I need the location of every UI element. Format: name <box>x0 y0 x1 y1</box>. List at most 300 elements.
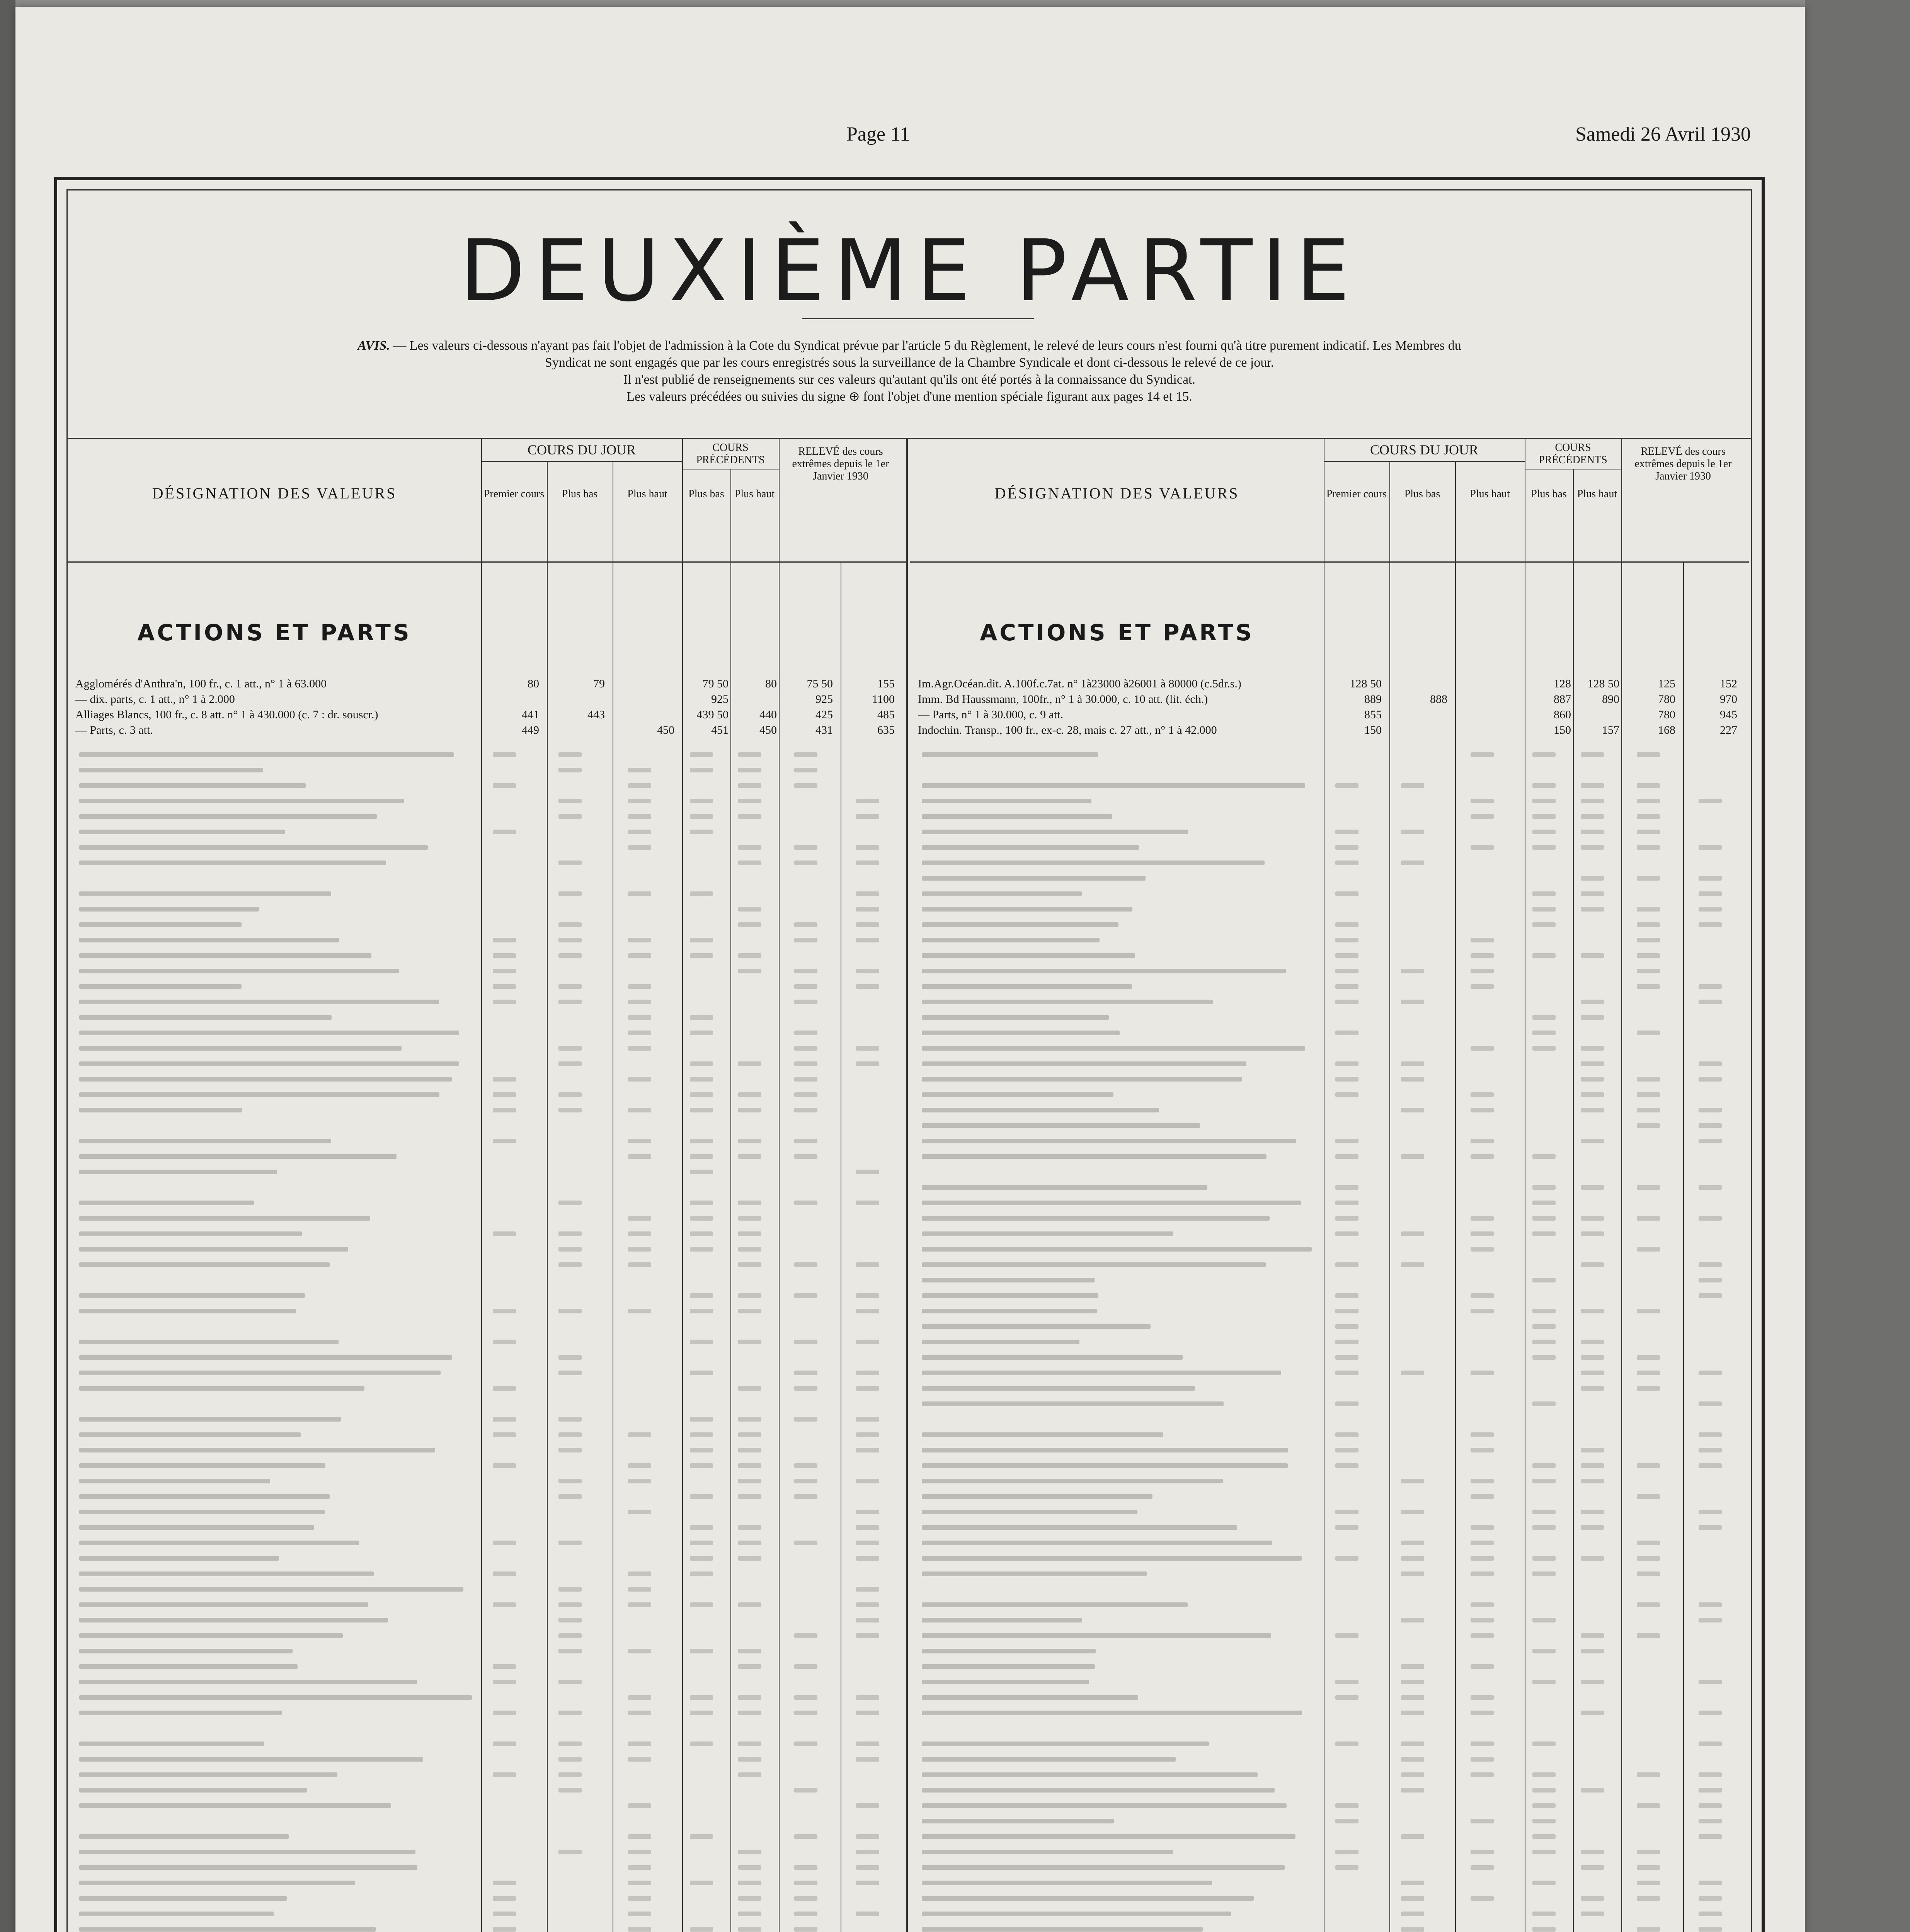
illegible-number <box>738 1417 761 1422</box>
illegible-text <box>922 1371 1281 1375</box>
illegible-number <box>1532 1649 1556 1653</box>
illegible-number <box>493 1896 516 1901</box>
illegible-line <box>910 1102 1749 1118</box>
cours-precedents-header: COURS PRÉCÉDENTS <box>696 442 765 466</box>
illegible-number <box>1581 876 1604 881</box>
illegible-number <box>690 1216 713 1221</box>
illegible-number <box>558 1448 582 1452</box>
illegible-number <box>1637 1371 1660 1375</box>
illegible-text <box>922 1541 1272 1545</box>
illegible-line <box>68 1442 906 1458</box>
illegible-number <box>856 1850 879 1854</box>
illegible-number <box>1699 1371 1722 1375</box>
illegible-number <box>738 861 761 865</box>
illegible-number <box>1335 845 1358 850</box>
illegible-number <box>1401 1154 1424 1159</box>
illegible-text <box>922 1185 1207 1190</box>
illegible-text <box>79 1293 305 1298</box>
illegible-number <box>1335 1371 1358 1375</box>
illegible-number <box>1401 1757 1424 1762</box>
illegible-number <box>1335 1633 1358 1638</box>
illegible-number <box>690 799 713 803</box>
illegible-number <box>794 1077 817 1082</box>
illegible-number <box>690 768 713 772</box>
illegible-line <box>68 1164 906 1180</box>
illegible-number <box>1699 1525 1722 1530</box>
illegible-number <box>1699 1742 1722 1746</box>
illegible-line <box>68 1412 906 1427</box>
illegible-line <box>68 1041 906 1056</box>
illegible-number <box>1335 1432 1358 1437</box>
illegible-line <box>68 1922 906 1932</box>
listing-row <box>68 693 906 708</box>
illegible-number <box>1581 1092 1604 1097</box>
illegible-number <box>493 1927 516 1932</box>
illegible-number <box>1637 1896 1660 1901</box>
illegible-number <box>1335 1293 1358 1298</box>
listing-row <box>910 724 1749 739</box>
illegible-number <box>794 1293 817 1298</box>
illegible-number <box>628 1231 651 1236</box>
illegible-number <box>1699 1108 1722 1112</box>
illegible-number <box>1471 1850 1494 1854</box>
illegible-number <box>738 1231 761 1236</box>
illegible-number <box>1581 783 1604 788</box>
illegible-number <box>856 1046 879 1051</box>
illegible-line <box>910 1551 1749 1566</box>
illegible-number <box>493 1742 516 1746</box>
illegible-text <box>922 814 1112 819</box>
illegible-line <box>910 1272 1749 1288</box>
price-r2: 970 <box>1720 693 1737 706</box>
illegible-number <box>1532 1278 1556 1282</box>
illegible-text <box>79 1587 463 1592</box>
illegible-text <box>922 1108 1159 1112</box>
illegible-number <box>558 1108 582 1112</box>
illegible-number <box>558 1479 582 1483</box>
illegible-number <box>628 984 651 989</box>
illegible-number <box>1471 1479 1494 1483</box>
illegible-number <box>794 1865 817 1870</box>
illegible-number <box>690 1108 713 1112</box>
illegible-number <box>856 1695 879 1700</box>
illegible-line <box>910 1752 1749 1767</box>
illegible-line <box>910 1133 1749 1149</box>
illegible-line <box>910 1056 1749 1071</box>
illegible-text <box>922 1401 1224 1406</box>
price-r2: 227 <box>1720 724 1737 736</box>
illegible-number <box>558 984 582 989</box>
illegible-line <box>68 747 906 762</box>
illegible-line <box>68 1906 906 1922</box>
illegible-text <box>922 876 1146 881</box>
illegible-number <box>690 891 713 896</box>
illegible-number <box>558 1046 582 1051</box>
illegible-number <box>1637 1309 1660 1313</box>
illegible-number <box>856 1432 879 1437</box>
illegible-number <box>558 1711 582 1715</box>
illegible-number <box>738 1092 761 1097</box>
illegible-line <box>910 1705 1749 1721</box>
illegible-number <box>794 1092 817 1097</box>
illegible-number <box>856 1309 879 1313</box>
illegible-line <box>68 855 906 871</box>
illegible-number <box>628 1000 651 1004</box>
illegible-text <box>922 861 1265 865</box>
designation-header: DÉSIGNATION DES VALEURS <box>152 485 397 502</box>
illegible-number <box>558 1850 582 1854</box>
illegible-number <box>1532 1571 1556 1576</box>
illegible-number <box>558 861 582 865</box>
illegible-line <box>910 1829 1749 1844</box>
illegible-text <box>79 1262 330 1267</box>
illegible-text <box>922 1711 1302 1715</box>
illegible-number <box>690 953 713 958</box>
illegible-number <box>738 1061 761 1066</box>
illegible-number <box>1637 1463 1660 1468</box>
illegible-line <box>910 1334 1749 1350</box>
illegible-number <box>1637 1031 1660 1035</box>
illegible-number <box>1581 1371 1604 1375</box>
illegible-number <box>738 1139 761 1143</box>
illegible-number <box>558 1092 582 1097</box>
illegible-line <box>910 979 1749 994</box>
illegible-number <box>1401 1510 1424 1514</box>
price-r2: 485 <box>877 708 895 721</box>
designation-header: DÉSIGNATION DES VALEURS <box>994 485 1239 502</box>
price-phaut: 157 <box>1602 724 1619 736</box>
illegible-number <box>738 814 761 819</box>
illegible-text <box>79 1618 388 1622</box>
illegible-text <box>922 1278 1095 1282</box>
illegible-number <box>856 1556 879 1561</box>
illegible-line <box>68 1211 906 1226</box>
illegible-number <box>794 1633 817 1638</box>
illegible-text <box>922 1927 1203 1932</box>
illegible-number <box>1335 1309 1358 1313</box>
illegible-number <box>1471 1618 1494 1622</box>
illegible-number <box>1532 1185 1556 1190</box>
cours-precedents-header: COURS PRÉCÉDENTS <box>1539 442 1607 466</box>
security-name: Imm. Bd Haussmann, 100fr., n° 1 à 30.000, c. 10 att. (lit. éch.) <box>918 693 1208 706</box>
price-r1: 780 <box>1658 708 1675 721</box>
illegible-number <box>738 1247 761 1252</box>
illegible-text <box>922 1556 1302 1561</box>
illegible-number <box>690 1077 713 1082</box>
illegible-line <box>68 1628 906 1643</box>
illegible-number <box>628 1247 651 1252</box>
illegible-number <box>1637 1803 1660 1808</box>
section-title-left: ACTIONS ET PARTS <box>137 619 412 646</box>
illegible-number <box>493 1077 516 1082</box>
illegible-number <box>628 1432 651 1437</box>
illegible-number <box>1471 1757 1494 1762</box>
illegible-number <box>1335 1139 1358 1143</box>
illegible-number <box>1532 1154 1556 1159</box>
illegible-number <box>1532 1401 1556 1406</box>
illegible-number <box>1335 1819 1358 1823</box>
illegible-number <box>493 783 516 788</box>
illegible-number <box>628 1463 651 1468</box>
illegible-number <box>628 783 651 788</box>
illegible-number <box>690 1092 713 1097</box>
illegible-line <box>68 1582 906 1597</box>
illegible-number <box>690 1154 713 1159</box>
illegible-line <box>910 1149 1749 1164</box>
illegible-number <box>1699 1819 1722 1823</box>
illegible-number <box>1335 861 1358 865</box>
price-r1: 75 50 <box>807 677 833 690</box>
illegible-number <box>1699 1711 1722 1715</box>
illegible-number <box>856 1912 879 1916</box>
illegible-number <box>738 1340 761 1344</box>
illegible-text <box>922 1061 1246 1066</box>
notice-line-3: Il n'est publié de renseignements sur ces valeurs qu'autant qu'ils ont été portés à la connaissance du Syndicat. <box>623 372 1195 387</box>
price-r2: 155 <box>877 677 895 690</box>
illegible-number <box>794 1154 817 1159</box>
illegible-text <box>922 1139 1296 1143</box>
illegible-text <box>922 1510 1137 1514</box>
illegible-number <box>690 1927 713 1932</box>
illegible-number <box>1335 1850 1358 1854</box>
price-r1: 125 <box>1658 677 1675 690</box>
illegible-line <box>910 747 1749 762</box>
notice-line-1: — Les valeurs ci-dessous n'ayant pas fait l'objet de l'admission à la Cote du Syndicat prévue par l'article 5 du Règlement, le relevé de leurs cours n'est fourni qu'à titre purement indicatif. Les Membres du <box>393 338 1461 353</box>
illegible-text <box>79 1927 376 1932</box>
illegible-line <box>910 1180 1749 1195</box>
illegible-number <box>1699 1077 1722 1082</box>
illegible-number <box>558 1587 582 1592</box>
illegible-number <box>1532 1463 1556 1468</box>
illegible-text <box>79 1355 452 1360</box>
illegible-number <box>558 1618 582 1622</box>
price-r2: 152 <box>1720 677 1737 690</box>
illegible-number <box>558 1061 582 1066</box>
illegible-number <box>794 1201 817 1205</box>
illegible-number <box>1401 1664 1424 1669</box>
illegible-number <box>1532 1231 1556 1236</box>
illegible-number <box>794 1711 817 1715</box>
illegible-text <box>922 938 1100 942</box>
illegible-number <box>690 1525 713 1530</box>
illegible-line <box>910 917 1749 932</box>
illegible-number <box>628 1108 651 1112</box>
illegible-number <box>1581 1015 1604 1020</box>
illegible-text <box>79 1201 254 1205</box>
illegible-line <box>910 1767 1749 1782</box>
illegible-number <box>493 1912 516 1916</box>
illegible-text <box>79 907 259 912</box>
illegible-number <box>1637 1092 1660 1097</box>
illegible-text <box>922 1633 1271 1638</box>
illegible-line <box>910 809 1749 824</box>
illegible-line <box>910 824 1749 840</box>
illegible-text <box>79 1247 348 1252</box>
illegible-number <box>690 1742 713 1746</box>
illegible-line <box>68 1535 906 1551</box>
illegible-number <box>856 1803 879 1808</box>
illegible-number <box>856 1170 879 1174</box>
illegible-number <box>1699 1912 1722 1916</box>
illegible-number <box>1471 953 1494 958</box>
illegible-number <box>493 1417 516 1422</box>
illegible-number <box>628 1711 651 1715</box>
illegible-number <box>1637 938 1660 942</box>
illegible-number <box>558 1494 582 1499</box>
illegible-text <box>922 1850 1173 1854</box>
illegible-text <box>922 984 1132 989</box>
illegible-number <box>1532 907 1556 912</box>
price-haut: 450 <box>657 724 674 736</box>
illegible-text <box>79 1680 417 1684</box>
illegible-number <box>628 1031 651 1035</box>
illegible-line <box>910 1659 1749 1674</box>
illegible-number <box>738 845 761 850</box>
left-listing <box>68 438 908 1932</box>
illegible-number <box>1532 1772 1556 1777</box>
illegible-number <box>1699 984 1722 989</box>
illegible-text <box>79 1772 337 1777</box>
illegible-line <box>68 948 906 963</box>
illegible-number <box>856 1340 879 1344</box>
price-premier: 128 50 <box>1350 677 1382 690</box>
illegible-line <box>68 1813 906 1829</box>
illegible-line <box>68 1659 906 1674</box>
price-r1: 431 <box>815 724 833 736</box>
illegible-line <box>68 1844 906 1860</box>
illegible-number <box>1401 1695 1424 1700</box>
illegible-number <box>1401 1541 1424 1545</box>
illegible-number <box>738 1494 761 1499</box>
illegible-number <box>1335 922 1358 927</box>
illegible-number <box>690 1247 713 1252</box>
illegible-text <box>922 783 1305 788</box>
illegible-number <box>493 1772 516 1777</box>
illegible-number <box>856 922 879 927</box>
illegible-number <box>1401 1479 1424 1483</box>
premier-cours-header: Premier cours <box>1326 488 1387 500</box>
illegible-text <box>922 891 1082 896</box>
illegible-line <box>910 1041 1749 1056</box>
illegible-text <box>922 1386 1195 1391</box>
illegible-text <box>79 1881 355 1885</box>
illegible-number <box>1471 1247 1494 1252</box>
illegible-text <box>79 1432 301 1437</box>
left-rows <box>68 677 906 739</box>
illegible-number <box>690 1170 713 1174</box>
illegible-number <box>1637 1772 1660 1777</box>
illegible-number <box>738 1556 761 1561</box>
illegible-text <box>922 1525 1237 1530</box>
illegible-number <box>1699 1139 1722 1143</box>
illegible-number <box>1401 1788 1424 1793</box>
illegible-text <box>79 1571 374 1576</box>
price-bas: 79 <box>593 677 605 690</box>
illegible-line <box>68 1118 906 1133</box>
illegible-number <box>1637 1355 1660 1360</box>
illegible-number <box>1637 1556 1660 1561</box>
illegible-text <box>79 1494 330 1499</box>
illegible-number <box>856 1510 879 1514</box>
illegible-number <box>738 783 761 788</box>
illegible-number <box>1335 1803 1358 1808</box>
illegible-line <box>68 917 906 932</box>
illegible-number <box>493 1108 516 1112</box>
cours-du-jour-header: COURS DU JOUR <box>527 442 636 457</box>
illegible-number <box>628 1649 651 1653</box>
illegible-number <box>1581 845 1604 850</box>
price-pbas: 79 50 <box>702 677 729 690</box>
illegible-number <box>1532 1927 1556 1932</box>
illegible-number <box>1335 1448 1358 1452</box>
price-r2: 1100 <box>872 693 895 706</box>
illegible-number <box>558 922 582 927</box>
illegible-number <box>1532 1046 1556 1051</box>
illegible-number <box>1532 1324 1556 1329</box>
illegible-text <box>922 830 1188 834</box>
illegible-line <box>68 1597 906 1612</box>
illegible-text <box>922 1571 1147 1576</box>
illegible-number <box>1471 1092 1494 1097</box>
book-spine <box>0 0 15 1932</box>
illegible-text <box>79 1154 397 1159</box>
illegible-line <box>68 1674 906 1690</box>
illegible-number <box>1335 1231 1358 1236</box>
illegible-line <box>910 778 1749 793</box>
illegible-line <box>68 824 906 840</box>
illegible-number <box>794 1541 817 1545</box>
illegible-number <box>690 1201 713 1205</box>
illegible-number <box>628 814 651 819</box>
illegible-line <box>68 1071 906 1087</box>
illegible-number <box>856 938 879 942</box>
illegible-text <box>922 1757 1176 1762</box>
illegible-number <box>1532 1015 1556 1020</box>
illegible-number <box>628 1139 651 1143</box>
illegible-number <box>1637 1633 1660 1638</box>
illegible-number <box>738 1912 761 1916</box>
illegible-number <box>1581 1850 1604 1854</box>
illegible-number <box>558 1417 582 1422</box>
illegible-number <box>1471 1216 1494 1221</box>
page-edge <box>1805 0 1910 1932</box>
illegible-number <box>1532 1510 1556 1514</box>
illegible-line <box>910 1118 1749 1133</box>
illegible-text <box>79 1077 452 1082</box>
illegible-number <box>690 938 713 942</box>
illegible-number <box>794 1108 817 1112</box>
illegible-number <box>493 1680 516 1684</box>
illegible-line <box>910 994 1749 1010</box>
illegible-number <box>558 1772 582 1777</box>
illegible-number <box>1471 1571 1494 1576</box>
illegible-number <box>738 1309 761 1313</box>
illegible-line <box>68 778 906 793</box>
illegible-number <box>1637 845 1660 850</box>
illegible-line <box>910 1257 1749 1272</box>
illegible-text <box>79 1448 435 1452</box>
illegible-line <box>68 1056 906 1071</box>
illegible-line <box>68 1195 906 1211</box>
illegible-number <box>628 1015 651 1020</box>
illegible-number <box>1532 1803 1556 1808</box>
price-pbas: 925 <box>711 693 729 706</box>
illegible-number <box>493 1340 516 1344</box>
notice-block <box>114 337 1705 405</box>
illegible-number <box>628 768 651 772</box>
illegible-line <box>68 1334 906 1350</box>
illegible-number <box>1637 1247 1660 1252</box>
